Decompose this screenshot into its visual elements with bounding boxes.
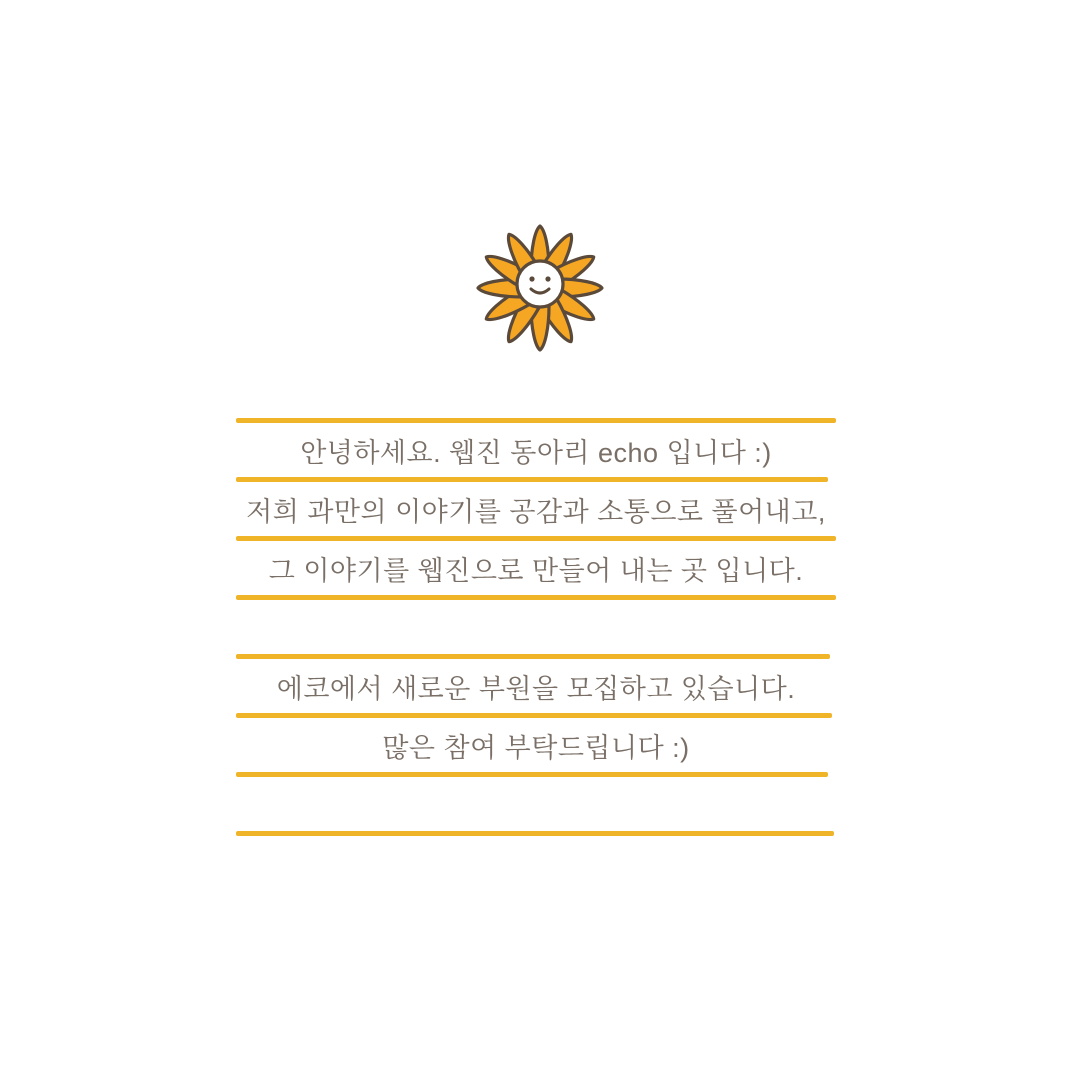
flower-illustration-wrap — [0, 222, 1080, 354]
text-line-2: 저희 과만의 이야기를 공감과 소통으로 풀어내고, — [246, 496, 826, 527]
text-line-7 — [236, 777, 836, 831]
rule-line — [236, 831, 834, 836]
text-line-3: 그 이야기를 웹진으로 만들어 내는 곳 입니다. — [268, 555, 804, 586]
smiling-flower-icon — [474, 222, 606, 354]
text-line-6: 많은 참여 부탁드립니다 :) — [382, 732, 690, 763]
text-line-5: 에코에서 새로운 부원을 모집하고 있습니다. — [276, 673, 796, 704]
text-line-4 — [236, 600, 836, 654]
text-line-1: 안녕하세요. 웹진 동아리 echo 입니다 :) — [300, 437, 772, 468]
lined-text-block — [236, 418, 836, 836]
